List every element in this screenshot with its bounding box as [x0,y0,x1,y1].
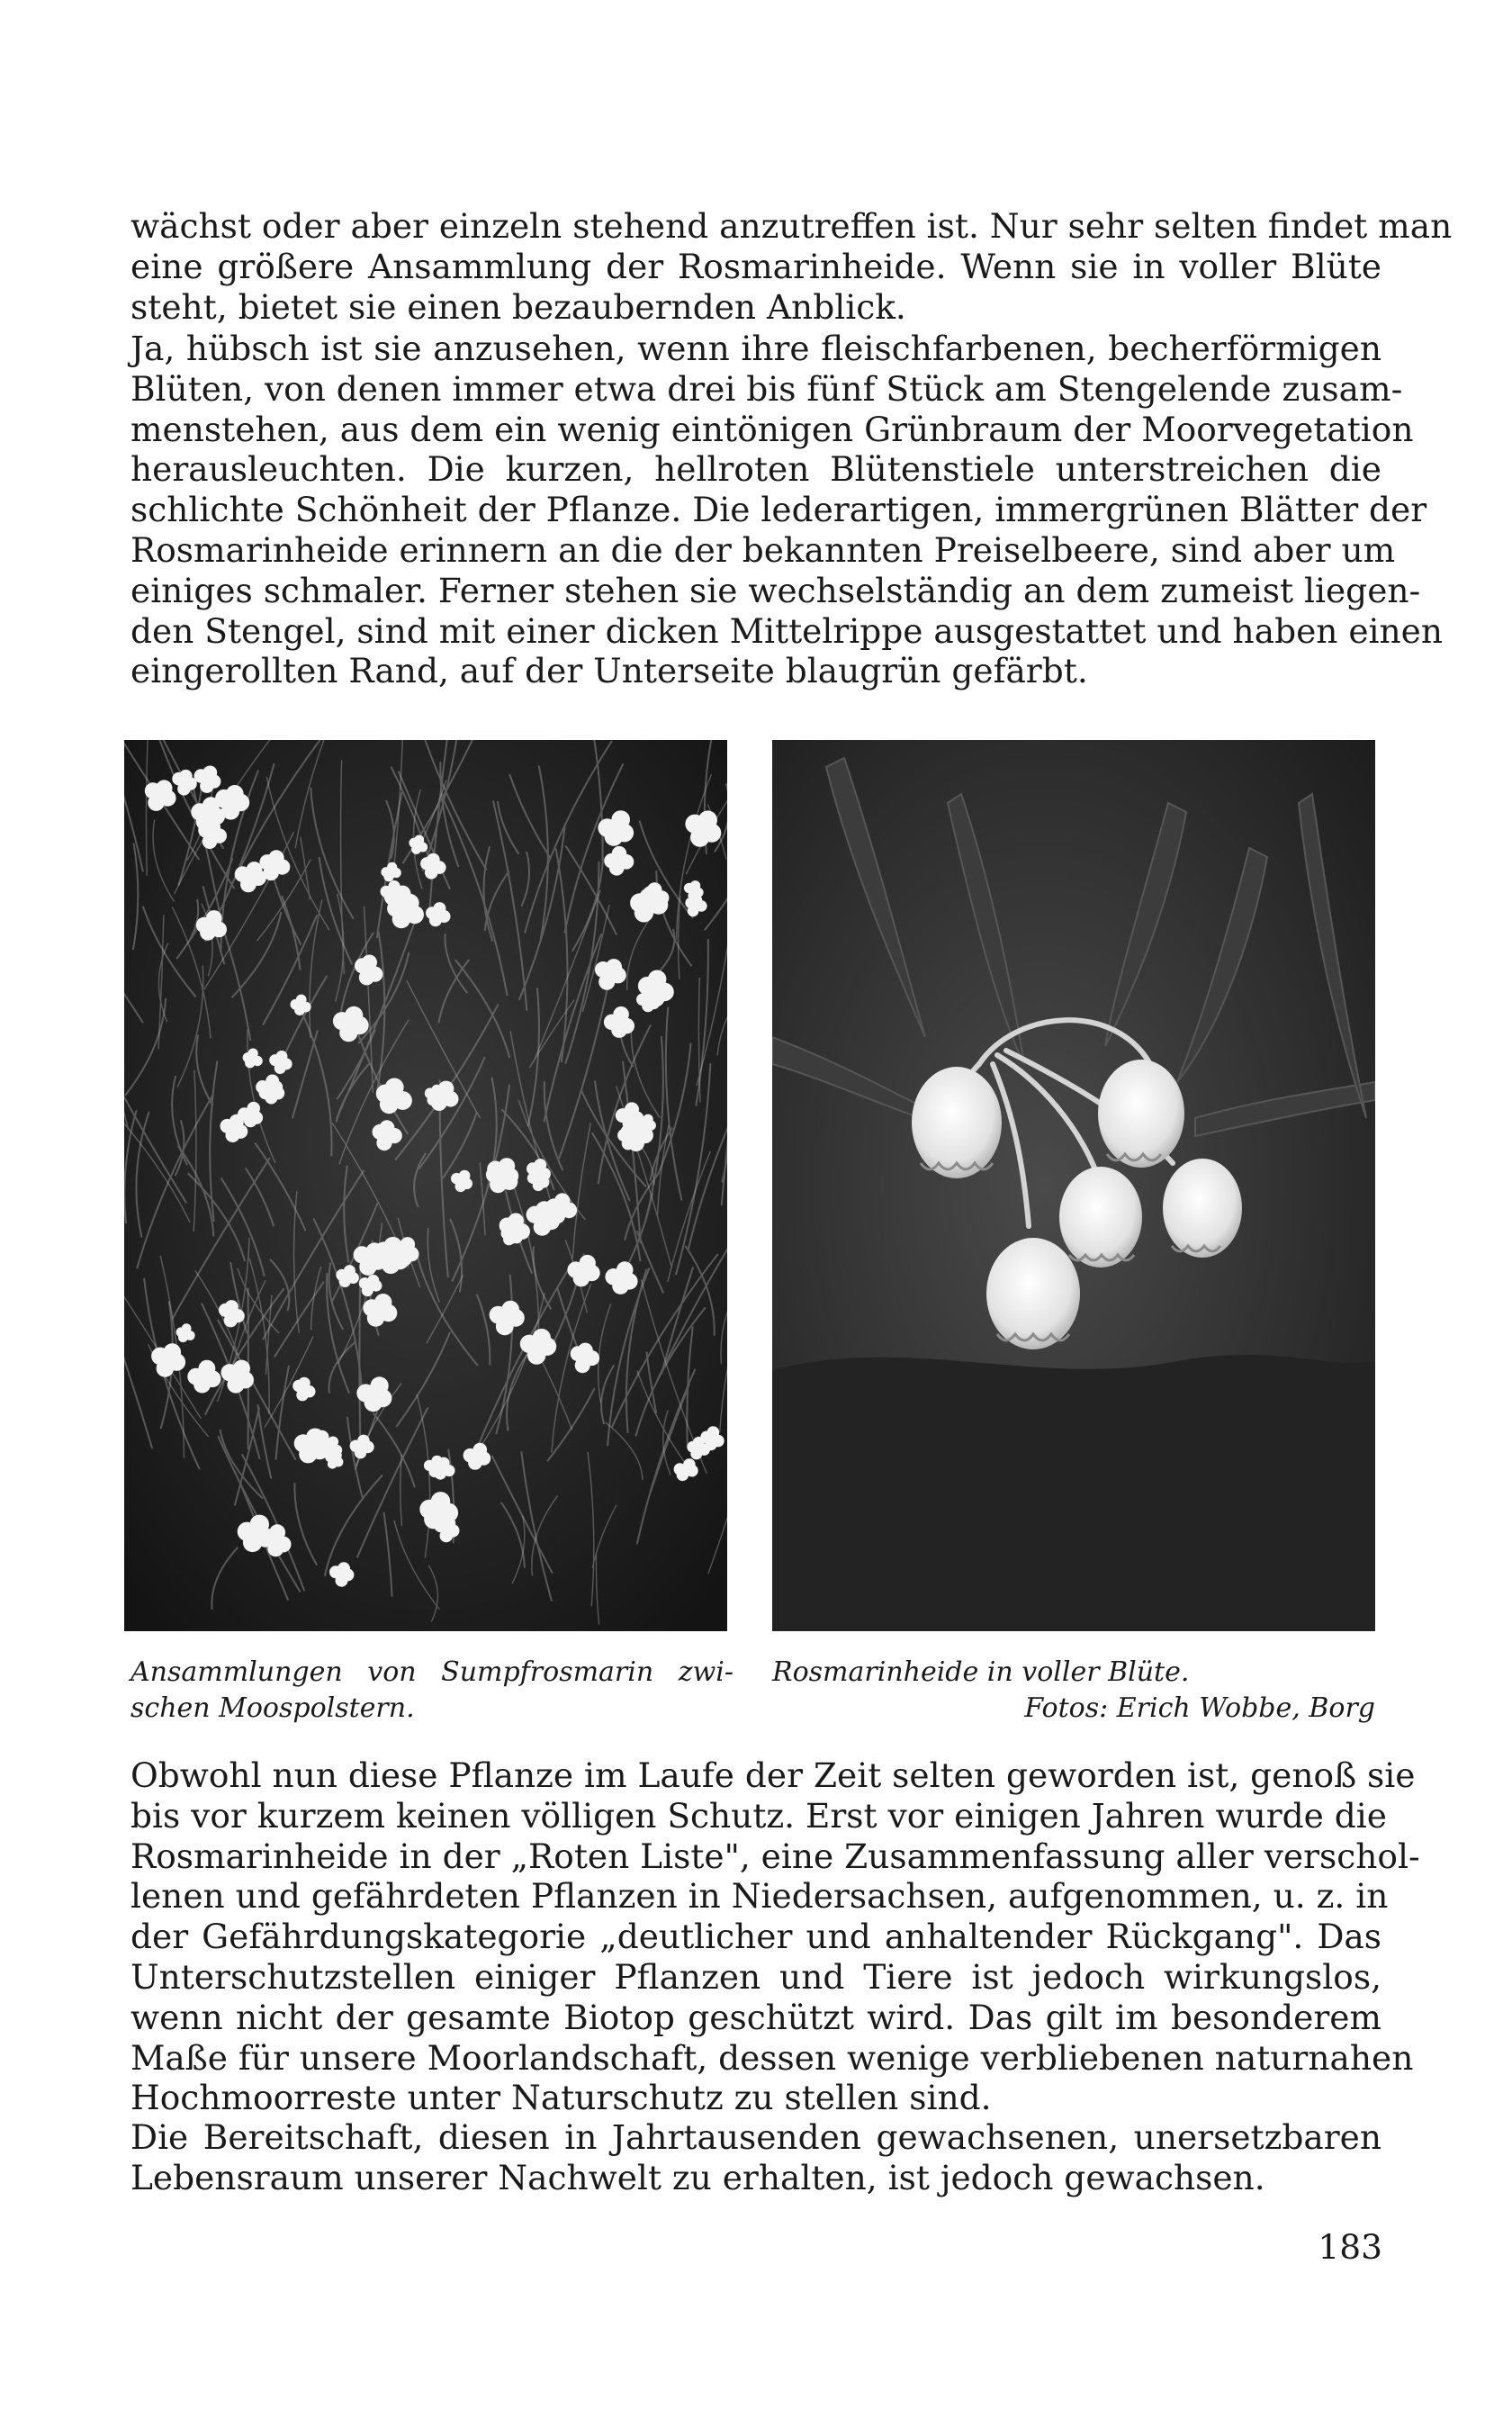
caption-line: Ansammlungen von Sumpfrosmarin zwi- [130,1656,734,1688]
text-line: Lebensraum unserer Nachwelt zu erhalten, ist jedoch gewachsen. [130,2157,1265,2197]
text-line: lenen und gefährdeten Pflanzen in Niedersachsen, aufgenommen, u. z. in [130,1876,1389,1917]
text-line: eingerollten Rand, auf der Unterseite blaugrün gefärbt. [130,651,1088,691]
caption-title: Rosmarinheide in voller Blüte. [772,1656,1190,1688]
photo-marsh-rosemary-cluster [124,740,727,1631]
text-line: den Stengel, sind mit einer dicken Mittelrippe ausgestattet und haben einen [130,610,1444,651]
text-line: menstehen, aus dem ein wenig eintönigen Grünbraum der Moorvegetation [130,409,1414,449]
photo-caption-right [772,1655,1375,1727]
body-paragraph-4 [130,2117,1382,2198]
text-line: steht, bietet sie einen bezaubernden Anblick. [130,286,906,327]
text-line: wenn nicht der gesamte Biotop geschützt wird. Das gilt im besonderem [130,1997,1382,2037]
caption-line: schen Moospolstern. [130,1692,415,1724]
photo-marsh-rosemary-cluster-image [124,740,727,1631]
text-line: Hochmoorreste unter Naturschutz zu stellen sind. [130,2078,992,2118]
text-line: schlichte Schönheit der Pflanze. Die lederartigen, immergrünen Blätter der [130,490,1427,530]
text-line: einiges schmaler. Ferner stehen sie wechselständig an dem zumeist liegen- [130,570,1421,610]
text-line: Obwohl nun diese Pflanze im Laufe der Zeit selten geworden ist, genoß sie [130,1755,1416,1795]
body-paragraph-2 [130,329,1444,691]
text-line: bis vor kurzem keinen völligen Schutz. Erst vor einigen Jahren wurde die [130,1795,1387,1836]
photo-rosemary-heath-bloom-image [772,740,1375,1631]
text-line: Rosmarinheide in der „Roten Liste", eine Zusammenfassung aller verschol- [130,1836,1420,1876]
text-line: der Gefährdungskategorie „deutlicher und anhaltender Rückgang". Das [130,1917,1382,1957]
photo-credit: Fotos: Erich Wobbe, Borg [1024,1692,1375,1724]
text-line: herausleuchten. Die kurzen, hellroten Blütenstiele unterstreichen die [130,449,1382,490]
text-line: wächst oder aber einzeln stehend anzutreffen ist. Nur sehr selten findet man [130,206,1453,246]
photo-rosemary-heath-bloom [772,740,1375,1631]
page-number: 183 [1318,2227,1382,2267]
text-line: Die Bereitschaft, diesen in Jahrtausenden gewachsenen, unersetzbaren [130,2117,1382,2157]
body-paragraph-1 [130,206,1453,327]
text-line: Rosmarinheide erinnern an die der bekannten Preiselbeere, sind aber um [130,529,1396,570]
text-line: eine größere Ansammlung der Rosmarinheide. Wenn sie in voller Blüte [130,246,1382,286]
text-line: Ja, hübsch ist sie anzusehen, wenn ihre fleischfarbenen, becherförmigen [130,329,1382,368]
photo-caption-left [130,1655,734,1727]
text-line: Blüten, von denen immer etwa drei bis fünf Stück am Stengelende zusam- [130,368,1403,409]
text-line: Maße für unsere Moorlandschaft, dessen wenige verbliebenen naturnahen [130,2037,1414,2078]
text-line: Unterschutzstellen einiger Pflanzen und Tiere ist jedoch wirkungslos, [130,1956,1382,1997]
body-paragraph-3 [130,1755,1420,2118]
